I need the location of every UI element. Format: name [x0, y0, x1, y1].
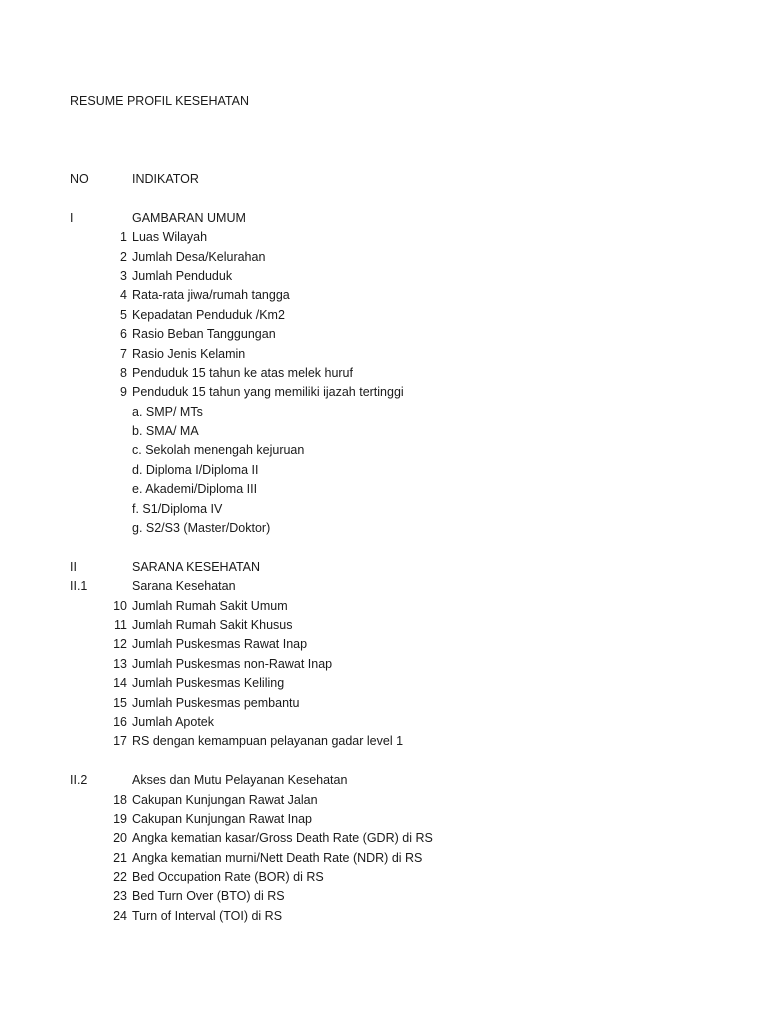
indicator-number: 14 — [113, 676, 127, 691]
indicator-row — [0, 268, 768, 287]
indicator-number: 21 — [113, 850, 127, 865]
indicator-row — [0, 326, 768, 345]
section-title: GAMBARAN UMUM — [132, 210, 246, 225]
section-title: Sarana Kesehatan — [132, 579, 236, 594]
indicator-row — [0, 675, 768, 694]
sub-indicator-label: b. SMA/ MA — [132, 424, 199, 439]
indicator-number: 17 — [113, 734, 127, 749]
indicator-label: Cakupan Kunjungan Rawat Jalan — [132, 792, 318, 807]
section-number: II.1 — [70, 579, 88, 594]
indicator-number: 12 — [113, 637, 127, 652]
sub-indicator-row — [0, 481, 768, 500]
indicator-label: Turn of Interval (TOI) di RS — [132, 908, 283, 923]
indicator-row — [0, 384, 768, 403]
indicator-number: 6 — [120, 327, 127, 342]
indicator-number: 24 — [113, 908, 127, 923]
section-row — [0, 772, 768, 791]
indicator-row — [0, 869, 768, 888]
indicator-number: 18 — [113, 792, 127, 807]
sub-indicator-row — [0, 423, 768, 442]
indicator-number: 7 — [120, 346, 127, 361]
sub-indicator-row — [0, 520, 768, 539]
indicator-row — [0, 811, 768, 830]
section-row — [0, 210, 768, 229]
header-no: NO — [70, 172, 89, 186]
indicator-number: 9 — [120, 385, 127, 400]
section-number: II.2 — [70, 773, 88, 788]
indicator-number: 15 — [113, 695, 127, 710]
sub-indicator-row — [0, 501, 768, 520]
spacer-row — [0, 539, 768, 558]
page-title: RESUME PROFIL KESEHATAN — [70, 94, 249, 108]
indicator-number: 20 — [113, 831, 127, 846]
indicator-label: Kepadatan Penduduk /Km2 — [132, 307, 285, 322]
indicator-label: Rasio Jenis Kelamin — [132, 346, 246, 361]
indicator-number: 5 — [120, 307, 127, 322]
indicator-label: Jumlah Penduduk — [132, 268, 233, 283]
indicator-label: Jumlah Puskesmas Rawat Inap — [132, 637, 308, 652]
indicator-number: 22 — [113, 870, 127, 885]
indicator-row — [0, 733, 768, 752]
indicator-number: 13 — [113, 656, 127, 671]
indicator-row — [0, 365, 768, 384]
indicator-row — [0, 850, 768, 869]
indicator-number: 2 — [120, 249, 127, 264]
indicator-table — [0, 171, 768, 927]
indicator-row — [0, 249, 768, 268]
indicator-label: Cakupan Kunjungan Rawat Inap — [132, 811, 312, 826]
header-indikator: INDIKATOR — [132, 172, 199, 186]
indicator-label: Jumlah Desa/Kelurahan — [132, 249, 266, 264]
indicator-label: Angka kematian murni/Nett Death Rate (NDR) di RS — [132, 850, 423, 865]
indicator-number: 3 — [120, 268, 127, 283]
indicator-label: Jumlah Puskesmas pembantu — [132, 695, 300, 710]
section-title: SARANA KESEHATAN — [132, 559, 261, 574]
indicator-label: Luas Wilayah — [132, 230, 208, 245]
sub-indicator-row — [0, 462, 768, 481]
indicator-label: Jumlah Puskesmas non-Rawat Inap — [132, 656, 333, 671]
section-number: I — [70, 210, 74, 225]
indicator-label: Jumlah Apotek — [132, 714, 214, 729]
indicator-label: Jumlah Rumah Sakit Khusus — [132, 617, 293, 632]
indicator-label: Jumlah Rumah Sakit Umum — [132, 598, 288, 613]
indicator-label: Rasio Beban Tanggungan — [132, 327, 276, 342]
indicator-label: Jumlah Puskesmas Keliling — [132, 676, 285, 691]
spacer-row — [0, 190, 768, 209]
section-row — [0, 559, 768, 578]
indicator-number: 1 — [120, 230, 127, 245]
sub-indicator-label: c. Sekolah menengah kejuruan — [132, 443, 305, 458]
indicator-row — [0, 287, 768, 306]
indicator-row — [0, 830, 768, 849]
indicator-number: 8 — [120, 365, 127, 380]
indicator-number: 16 — [113, 714, 127, 729]
indicator-row — [0, 714, 768, 733]
indicator-row — [0, 695, 768, 714]
indicator-label: Bed Occupation Rate (BOR) di RS — [132, 870, 324, 885]
indicator-row — [0, 346, 768, 365]
indicator-row — [0, 792, 768, 811]
indicator-row — [0, 908, 768, 927]
sub-indicator-label: d. Diploma I/Diploma II — [132, 462, 259, 477]
spacer-row — [0, 753, 768, 772]
indicator-number: 19 — [113, 811, 127, 826]
indicator-label: Penduduk 15 tahun ke atas melek huruf — [132, 365, 353, 380]
section-row — [0, 578, 768, 597]
sub-indicator-label: e. Akademi/Diploma III — [132, 482, 258, 497]
table-header-row — [0, 171, 768, 190]
indicator-label: Penduduk 15 tahun yang memiliki ijazah tertinggi — [132, 385, 404, 400]
sub-indicator-label: a. SMP/ MTs — [132, 404, 203, 419]
sub-indicator-row — [0, 404, 768, 423]
indicator-label: Bed Turn Over (BTO) di RS — [132, 889, 285, 904]
sub-indicator-label: f. S1/Diploma IV — [132, 501, 223, 516]
section-title: Akses dan Mutu Pelayanan Kesehatan — [132, 773, 348, 788]
indicator-label: Rata-rata jiwa/rumah tangga — [132, 288, 290, 303]
indicator-row — [0, 636, 768, 655]
sub-indicator-row — [0, 442, 768, 461]
indicator-number: 11 — [114, 617, 127, 632]
indicator-row — [0, 598, 768, 617]
indicator-number: 10 — [113, 598, 127, 613]
indicator-number: 4 — [120, 288, 127, 303]
indicator-label: RS dengan kemampuan pelayanan gadar level 1 — [132, 734, 404, 749]
indicator-row — [0, 229, 768, 248]
indicator-row — [0, 307, 768, 326]
indicator-row — [0, 617, 768, 636]
indicator-row — [0, 888, 768, 907]
indicator-number: 23 — [113, 889, 127, 904]
section-number: II — [70, 559, 77, 574]
indicator-row — [0, 656, 768, 675]
indicator-label: Angka kematian kasar/Gross Death Rate (GDR) di RS — [132, 831, 433, 846]
sub-indicator-label: g. S2/S3 (Master/Doktor) — [132, 521, 271, 536]
